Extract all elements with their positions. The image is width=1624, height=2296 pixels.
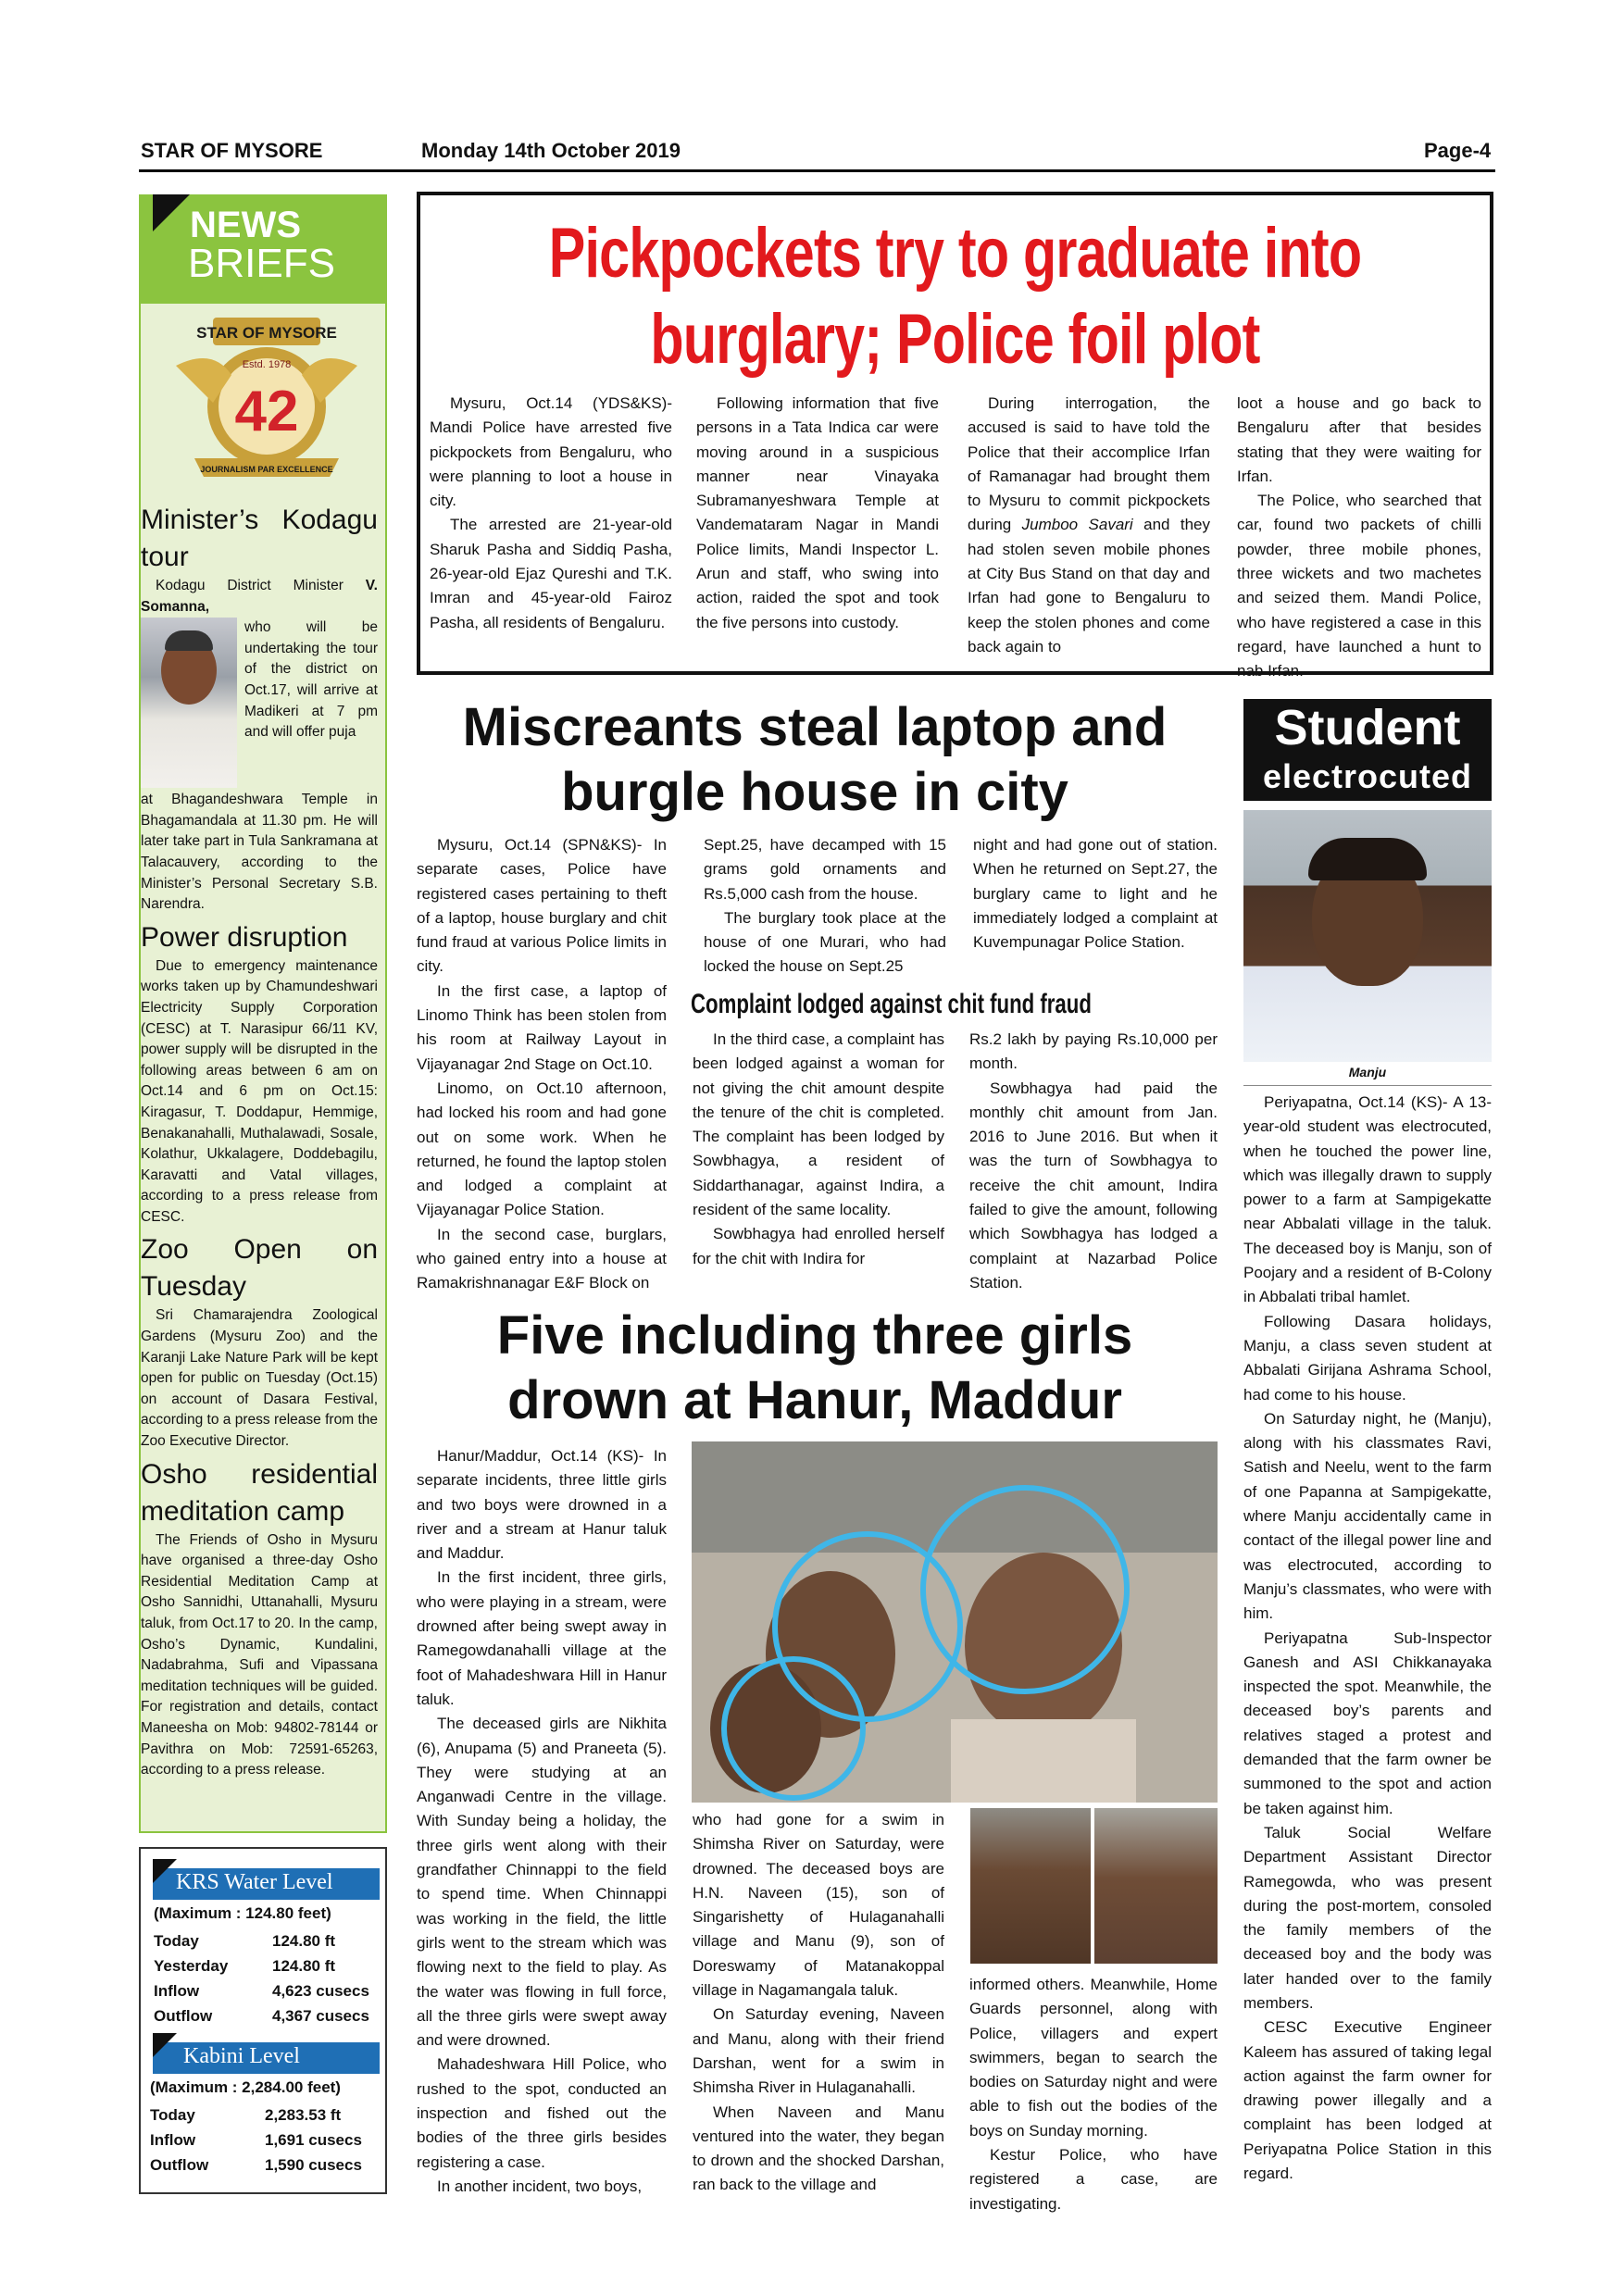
story4-p5: Taluk Social Welfare Department Assistant Director Ramegowda, who was present during the post-mortem, consoled the family members of the deceased boy and the body was later handed over to the family members. xyxy=(1243,1823,1492,2012)
krs-row xyxy=(154,1928,376,1953)
lead-col3-text-b: and they had stolen seven mobile phones at City Bus Stand on that day and Irfan had gone to Bengaluru to keep the stolen phones and come back again to xyxy=(968,516,1210,655)
krs-table xyxy=(154,1928,376,2028)
brief-power-text: Due to emergency maintenance works taken up by Chamundeshwari Electricity Supply Corporation (CESC) at T. Narasipur 66/11 KV, power supply will be disrupted in the following areas between 6 am on Oct.14 and 6 pm on Oct.15: Kiragasur, T. Doddapur, Hemmige, Benakanahalli, Muthalawadi, Sosale, Kolathur, Ukkalagere, Doddebagilu, Karavatti and Vatal villages, according to a press release from CESC. xyxy=(141,957,378,1225)
brief-minister-lead xyxy=(141,576,378,618)
brief-zoo-text: Sri Chamarajendra Zoological Gardens (Mysuru Zoo) and the Karanji Lake Nature Park will be kept open for public on Tuesday (Oct.15) on account of Dasara Festival, according to a press release from the Zoo Executive Director. xyxy=(141,1307,378,1450)
kabini-row xyxy=(150,2128,376,2152)
krs-row-label: Yesterday xyxy=(154,1957,229,1975)
story4-headline-line2: electrocuted xyxy=(1262,757,1473,795)
krs-title: KRS Water Level xyxy=(176,1870,333,1894)
story4-body xyxy=(1243,1091,1492,2202)
story3-col1-p5: In another incident, two boys, xyxy=(437,2177,643,2195)
story2-headline-line1: Miscreants steal laptop and xyxy=(462,697,1168,757)
story2-col-1 xyxy=(417,833,667,1296)
kabini-maximum: (Maximum : 2,284.00 feet) xyxy=(150,2078,341,2096)
boy-photo-manu xyxy=(1094,1808,1218,1964)
story2-col1-p3: Linomo, on Oct.10 afternoon, had locked his room and had gone out on some work. When he returned, he found the laptop stolen and lodged a complaint at Vijayanagar Police Station. xyxy=(417,1079,667,1219)
krs-row-label: Today xyxy=(154,1932,199,1950)
story4-p2: Following Dasara holidays, Manju, a class seven student at Abbalati Girijana Ashrama School, had come to his house. xyxy=(1243,1312,1492,1404)
story2-sub-col2-p1: Rs.2 lakh by paying Rs.10,000 per month. xyxy=(969,1030,1218,1073)
brief-title-minister: Minister’s Kodagu tour xyxy=(141,505,378,572)
story2-col2-p1: Sept.25, have decamped with 15 grams gold ornaments and Rs.5,000 cash from the house. xyxy=(704,836,946,903)
story3-col-2 xyxy=(693,1808,944,2203)
kabini-row-label: Outflow xyxy=(150,2156,209,2174)
story4-p3: On Saturday night, he (Manju), along with his classmates Ravi, Satish and Neelu, went to the farm of one Papanna at Sampigekatte, where Manju accidentally came in contact of the illegal power line and was electrocuted, according to Manju’s classmates, who were with him. xyxy=(1243,1409,1492,1623)
story2-sub-col2-p2: Sowbhagya had paid the monthly chit amount from Jan. 2016 to June 2016. But when it was the turn of Sowbhagya to receive the chit amount, Indira failed to give the amount, following which Sowbhagya has lodged a complaint at Nazarbad Police Station. xyxy=(969,1079,1218,1292)
kabini-table xyxy=(150,2103,376,2177)
krs-row-value: 124.80 ft xyxy=(272,1932,336,1950)
corner-mark-icon xyxy=(153,194,190,231)
brief-minister-lead-text: Kodagu District Minister xyxy=(156,578,344,593)
story3-col-3 xyxy=(969,1973,1218,2213)
story2-col1-p1: Mysuru, Oct.14 (SPN&KS)- In separate cases, Police have registered cases pertaining to theft of a laptop, house burglary and chit fund fraud at various Police limits in city. xyxy=(417,836,667,976)
lead-col-3 xyxy=(968,392,1210,666)
brief-title-power: Power disruption xyxy=(141,921,348,953)
story2-col-2 xyxy=(704,833,946,978)
kabini-row xyxy=(150,2103,376,2128)
briefs-label: BRIEFS xyxy=(188,241,335,286)
lead-headline-line2: burglary; Police foil plot xyxy=(650,300,1260,379)
story2-sub-col-1 xyxy=(693,1028,944,1296)
story4-p4: Periyapatna Sub-Inspector Ganesh and ASI Chikkanayaka inspected the spot. Meanwhile, the deceased boy’s parents and relatives staged a protest and demanded that the farm owner be summoned to the spot and action be taken against him. xyxy=(1243,1628,1492,1817)
krs-row xyxy=(154,2003,376,2028)
boy-photo-naveen xyxy=(970,1808,1091,1964)
story3-col2-p3: When Naveen and Manu ventured into the water, they began to drown and the shocked Darshan, ran back to the village and xyxy=(693,2103,944,2194)
story3-col3-p2: Kestur Police, who have registered a case, are investigating. xyxy=(969,2146,1218,2213)
header-rule xyxy=(139,169,1495,172)
lead-col-2 xyxy=(696,392,939,666)
lead-col4-p2: The Police, who searched that car, found two packets of chilli powder, three mobile phones, three wickets and two machetes and seized them. Mandi Police, who have registered a case in this regard, have launched a hunt to nab Irfan. xyxy=(1237,492,1481,680)
story3-col1-p3: The deceased girls are Nikhita (6), Anupama (5) and Praneeta (5). They were studying at an Anganwadi Centre in the village. With Sunday being a holiday, the three girls went along with their grandfather Chinnappi to the field to spend time. When Chinnappi was working in the field, the little girls went to the stream which was flowing next to the field to play. As the water was flowing in full force, all the three girls were swept away and were drowned. xyxy=(417,1715,667,2050)
brief-minister-text1: who will be undertaking the tour of the district on Oct.17, will arrive at Madikeri at 7 pm and will offer puja xyxy=(244,619,378,741)
story3-col-1 xyxy=(417,1444,667,2203)
logo-banner-text: STAR OF MYSORE xyxy=(196,324,337,342)
story2-subhead: Complaint lodged against chit fund fraud xyxy=(691,989,1092,1019)
page-number: Page-4 xyxy=(1424,139,1492,162)
story2-sub-col1-p1: In the third case, a complaint has been lodged against a woman for not giving the chit amount despite the tenure of the chit is completed. The complaint has been lodged by Sowbhagya, a resident of Siddarthanagar, against Indira, a resident of the same locality. xyxy=(693,1030,944,1219)
manju-photo xyxy=(1243,810,1492,1062)
krs-maximum: (Maximum : 124.80 feet) xyxy=(154,1904,331,1922)
brief-minister-text2: at Bhagandeshwara Temple in Bhagamandala at 11.30 pm. He will later take part in Tula Sankramana at Talacauvery, according to the Minister’s Personal Secretary S.B. Narendra. xyxy=(141,792,378,913)
story2-headline-line2: burgle house in city xyxy=(561,762,1068,822)
krs-row-value: 4,367 cusecs xyxy=(272,2007,369,2025)
kabini-title: Kabini Level xyxy=(183,2044,300,2068)
story3-headline-line2: drown at Hanur, Maddur xyxy=(507,1370,1122,1430)
story3-col2-p1: who had gone for a swim in Shimsha River on Saturday, were drowned. The deceased boys are H.N. Naveen (15), son of Singarishetty of Hulaganahalli village and Manu (9), son of Doreswamy of Matanakoppal village in Nagamangala taluk. xyxy=(693,1811,944,2000)
lead-col3-italic: Jumboo Savari xyxy=(1021,516,1133,534)
story2-col-3 xyxy=(973,833,1218,978)
lead-col1-p2: The arrested are 21-year-old Sharuk Pasha and Siddiq Pasha, 26-year-old Ejaz Qureshi and T.K. Imran and 45-year-old Fairoz Pasha, all residents of Bengaluru. xyxy=(430,516,672,631)
story2-col3-p1: night and had gone out of station. When he returned on Sept.27, the burglary came to light and he immediately lodged a complaint at Kuvempunagar Police Station. xyxy=(973,836,1218,952)
brief-title-osho: Osho residential meditation camp xyxy=(141,1458,378,1527)
story4-p6: CESC Executive Engineer Kaleem has assured of taking legal action against the farm owner for drawing power illegally and a complaint has been lodged at Periyapatna Police Station in this regard. xyxy=(1243,2018,1492,2183)
story2-col1-p4: In the second case, burglars, who gained entry into a house at Ramakrishnanagar E&F Block on xyxy=(417,1225,667,1292)
story2-sub-col1-p2: Sowbhagya had enrolled herself for the chit with Indira for xyxy=(693,1225,944,1267)
brief-osho-text: The Friends of Osho in Mysuru have organised a three-day Osho Residential Meditation Camp at Osho Sannidhi, Uttanahalli, Mysuru taluk, from Oct.17 to 20. In the camp, Osho’s Dynamic, Kundalini, Nadabrahma, Sufi and Vipassana meditation techniques will be guided. For registration and details, contact Maneesha on Mob: 94802-78144 or Pavithra on Mob: 72591-65263, according to a press release. xyxy=(141,1531,378,1778)
lead-col-1 xyxy=(430,392,672,666)
story3-col3-p1: informed others. Meanwhile, Home Guards personnel, along with Police, villagers and expert swimmers, began to search the bodies on Saturday night and were able to fish out the bodies of the boys on Sunday morning. xyxy=(969,1976,1218,2140)
logo-ribbon-text: JOURNALISM PAR EXCELLENCE xyxy=(200,465,333,474)
issue-date: Monday 14th October 2019 xyxy=(421,139,681,162)
lead-col1-p1: Mysuru, Oct.14 (YDS&KS)- Mandi Police have arrested five pickpockets from Bengaluru, who were planning to loot a house in city. xyxy=(430,394,672,510)
krs-row-value: 4,623 cusecs xyxy=(272,1982,369,2000)
lead-headline-line1: Pickpockets try to graduate into xyxy=(548,214,1362,293)
lead-col4-p1: loot a house and go back to Bengaluru after that besides stating that they were waiting for Irfan. xyxy=(1237,394,1481,485)
story3-headline-line1: Five including three girls xyxy=(496,1305,1133,1366)
story2-col2-p2: The burglary took place at the house of one Murari, who had locked the house on Sept.25 xyxy=(704,908,946,976)
krs-row xyxy=(154,1953,376,1978)
manju-hair xyxy=(1308,838,1427,880)
krs-row-value: 124.80 ft xyxy=(272,1957,336,1975)
lead-col3-text-a: During interrogation, the accused is said to have told the Police that their accomplice Irfan of Ramanagar had brought them to Mysuru to commit pickpockets during xyxy=(968,394,1210,534)
story3-col2-p2: On Saturday evening, Naveen and Manu, along with their friend Darshan, went for a swim in Shimsha River in Hulaganahalli. xyxy=(693,2005,944,2097)
krs-row-label: Outflow xyxy=(154,2007,213,2025)
anniversary-logo xyxy=(157,310,376,492)
kabini-row-value: 1,691 cusecs xyxy=(265,2131,362,2149)
kabini-row xyxy=(150,2152,376,2177)
lead-col-4 xyxy=(1237,392,1481,680)
kabini-row-label: Today xyxy=(150,2106,195,2124)
lead-col3-p1 xyxy=(968,392,1210,659)
minister-hair xyxy=(165,630,213,651)
story3-col1-p4: Mahadeshwara Hill Police, who rushed to the spot, conducted an inspection and fished out the bodies of the three girls besides registering a case. xyxy=(417,2055,667,2171)
krs-row-label: Inflow xyxy=(154,1982,200,2000)
caption-rule xyxy=(1243,1085,1492,1086)
logo-estd-text: Estd. 1978 xyxy=(242,359,292,370)
kabini-row-label: Inflow xyxy=(150,2131,196,2149)
story2-sub-col-2 xyxy=(969,1028,1218,1296)
story2-col1-p2: In the first case, a laptop of Linomo Think has been stolen from his room at Railway Layout in Vijayanagar 2nd Stage on Oct.10. xyxy=(417,981,667,1073)
logo-number: 42 xyxy=(234,380,299,443)
krs-corner-icon xyxy=(153,1859,177,1883)
lead-col2-p1: Following information that five persons in a Tata Indica car were moving around in a suspicious manner near Vinayaka Subramanyeshwara Temple at Vandemataram Nagar in Mandi Police limits, Mandi Inspector L. Arun and staff, who swing into action, raided the spot and took the five persons into custody. xyxy=(696,394,939,631)
paper-name: STAR OF MYSORE xyxy=(141,139,323,162)
story4-p1: Periyapatna, Oct.14 (KS)- A 13-year-old student was electrocuted, when he touched the power line, which was illegally drawn to supply power to a farm at Sampigekatte near Abbalati village in the taluk. The deceased boy is Manju, son of Poojary and a resident of B-Colony in Abbalati tribal hamlet. xyxy=(1243,1093,1492,1306)
story4-headline-line1: Student xyxy=(1274,700,1461,755)
kabini-row-value: 1,590 cusecs xyxy=(265,2156,362,2174)
minister-photo xyxy=(141,618,237,788)
drowned-girls-photo xyxy=(692,1441,1218,1803)
kabini-row-value: 2,283.53 ft xyxy=(265,2106,342,2124)
story3-col1-p2: In the first incident, three girls, who were playing in a stream, were drowned after being swept away in Ramegowdanahalli village at the foot of Mahadeshwara Hill in Hanur taluk. xyxy=(417,1568,667,1708)
briefs-column xyxy=(141,498,378,1813)
kabini-corner-icon xyxy=(153,2033,177,2057)
krs-row xyxy=(154,1978,376,2003)
brief-title-zoo: Zoo Open on Tuesday xyxy=(141,1234,378,1303)
manju-caption: Manju xyxy=(1348,1065,1387,1079)
brief-minister-name: V. Somanna, xyxy=(141,578,378,615)
story3-col1-p1: Hanur/Maddur, Oct.14 (KS)- In separate incidents, three little girls and two boys were drowned in a river and a stream at Hanur taluk and Maddur. xyxy=(417,1447,667,1563)
news-label: NEWS xyxy=(190,205,301,245)
